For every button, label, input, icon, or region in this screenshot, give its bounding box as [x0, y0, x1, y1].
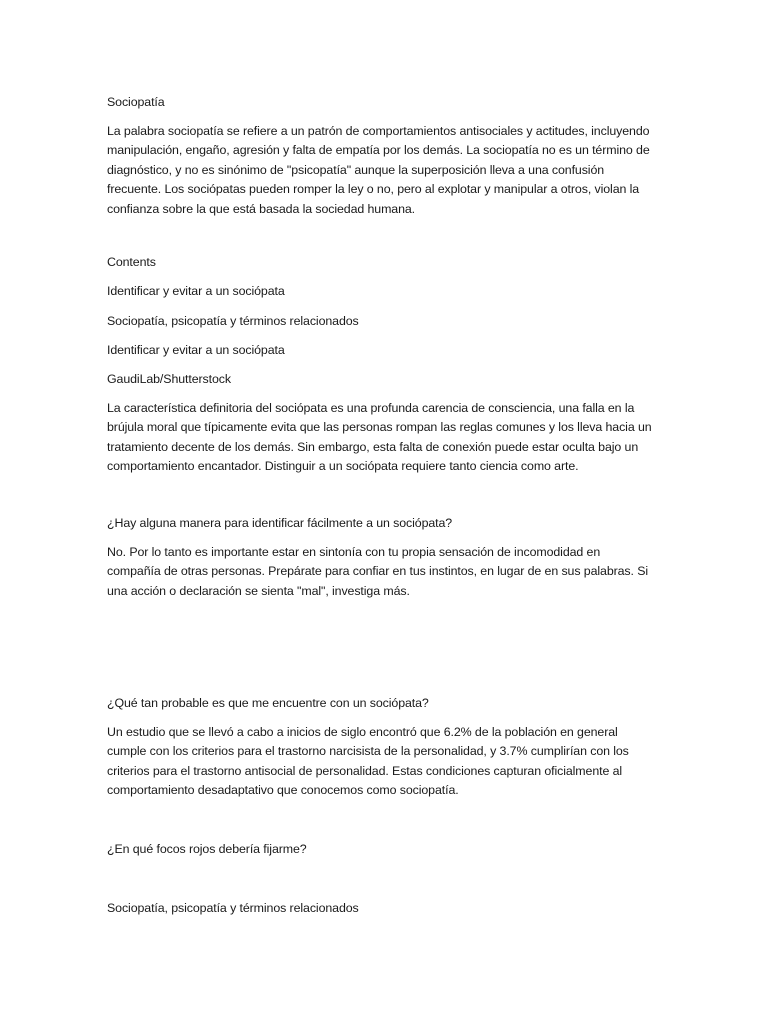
- question-3: ¿En qué focos rojos debería fijarme?: [107, 842, 307, 856]
- contents-item: Sociopatía, psicopatía y términos relacionados: [107, 314, 359, 328]
- section-body-identificar: La característica definitoria del sociópata es una profunda carencia de consciencia, una falla en la brújula moral que típicamente evita que las personas rompan las reglas comunes y los lleva hacia un tratamiento decente de los demás. Sin embargo, esta falta de conexión puede estar oculta bajo un comportamiento encantador. Distinguir a un sociópata requiere tanto ciencia como arte.: [107, 401, 652, 474]
- intro-paragraph: La palabra sociopatía se refiere a un patrón de comportamientos antisociales y actitudes, incluyendo manipulación, engaño, agresión y falta de empatía por los demás. La sociopatía no es un término de diagnóstico, y no es sinónimo de "psicopatía" aunque la superposición lleva a una confusión frecuente. Los sociópatas pueden romper la ley o no, pero al explotar y manipular a otros, violan la confianza sobre la que está basada la sociedad humana.: [107, 124, 650, 216]
- contents-heading: Contents: [107, 255, 156, 269]
- image-credit: GaudiLab/Shutterstock: [107, 372, 231, 386]
- question-2: ¿Qué tan probable es que me encuentre con un sociópata?: [107, 696, 429, 710]
- section-heading-terminos: Sociopatía, psicopatía y términos relacionados: [107, 901, 359, 915]
- document-page: [107, 0, 655, 1024]
- answer-1: No. Por lo tanto es importante estar en sintonía con tu propia sensación de incomodidad en compañía de otras personas. Prepárate para confiar en tus instintos, en lugar de en sus palabras. Si una acción o declaración se sienta "mal", investiga más.: [107, 545, 649, 598]
- contents-item: Identificar y evitar a un sociópata: [107, 284, 285, 298]
- document-title: Sociopatía: [107, 95, 165, 109]
- question-1: ¿Hay alguna manera para identificar fácilmente a un sociópata?: [107, 516, 453, 530]
- answer-2: Un estudio que se llevó a cabo a inicios de siglo encontró que 6.2% de la población en general cumple con los criterios para el trastorno narcisista de la personalidad, y 3.7% cumplirían con los criterios para el trastorno antisocial de personalidad. Estas condiciones capturan oficialmente al comportamiento desadaptativo que conocemos como sociopatía.: [107, 725, 629, 798]
- section-heading-identificar: Identificar y evitar a un sociópata: [107, 343, 285, 357]
